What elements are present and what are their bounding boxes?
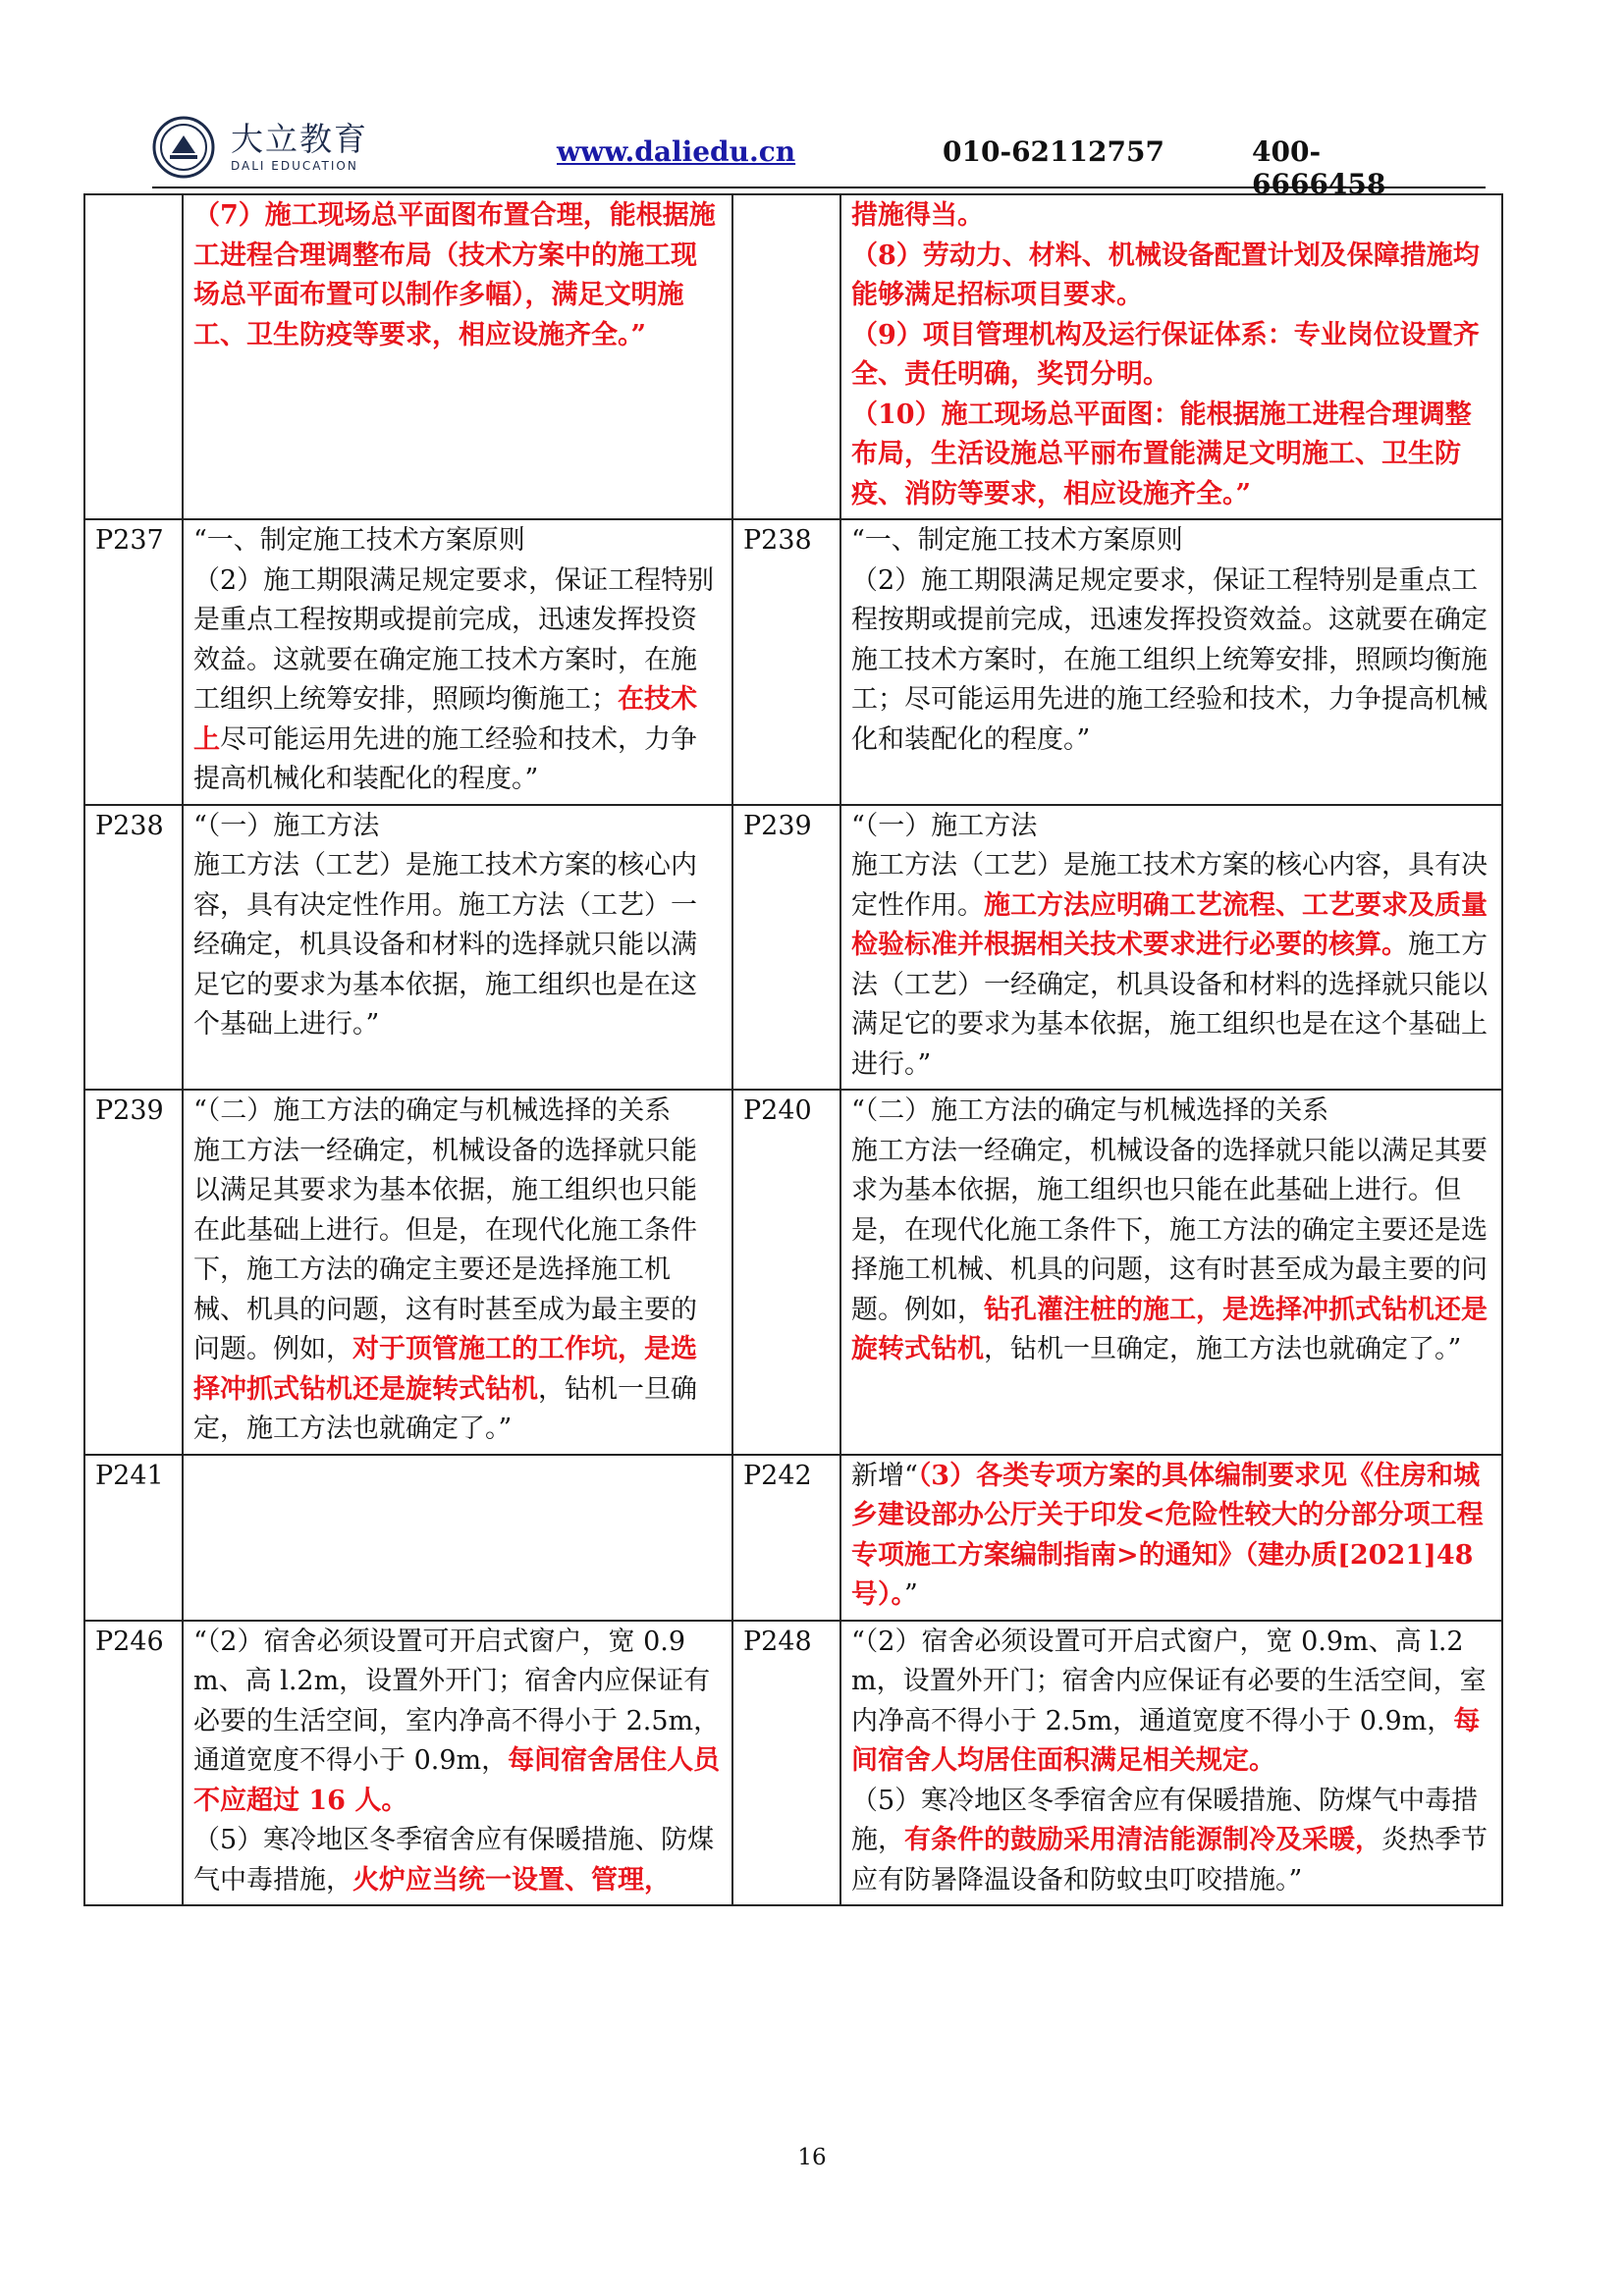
text-run: “一、制定施工技术方案原则 <box>851 525 1183 556</box>
paragraph <box>193 1623 722 1822</box>
highlighted-text: 钻孔灌注桩的施工，是选择冲抓式钻机还是旋转式钻机 <box>851 1294 1488 1364</box>
new-text-cell <box>840 1090 1502 1455</box>
old-text-cell <box>183 1090 732 1455</box>
highlighted-text: 施工方法应明确工艺流程、工艺要求及质量检验标准并根据相关技术要求进行必要的核算。 <box>851 889 1488 960</box>
text-run: “一、制定施工技术方案原则 <box>193 525 525 556</box>
paragraph <box>851 561 1491 761</box>
highlighted-text: （10）施工现场总平面图：能根据施工进程合理调整布局，生活设施总平丽布置能满足文明施工、卫生防疫、消防等要求，相应设施齐全。” <box>851 399 1472 509</box>
table-row <box>84 519 1502 805</box>
text-run: 炎热季节应有防暑降温设备和防蚊虫叮咬措施。” <box>851 1825 1488 1896</box>
highlighted-text: 有条件的鼓励采用清洁能源制冷及采暖， <box>904 1825 1381 1855</box>
old-text-cell <box>183 805 732 1091</box>
phone-number-2: 400-6666458 <box>1252 135 1386 200</box>
paragraph <box>851 1132 1491 1370</box>
paragraph <box>851 846 1491 1085</box>
table-row <box>84 1621 1502 1906</box>
old-page-number: P238 <box>84 805 183 1091</box>
new-page-number: P239 <box>732 805 840 1091</box>
highlighted-text: 对于顶管施工的工作坑，是选择冲抓式钻机还是旋转式钻机 <box>193 1334 697 1405</box>
website-link[interactable]: www.daliedu.cn <box>557 135 796 168</box>
old-page-number: P237 <box>84 519 183 805</box>
text-run: （2）施工期限满足规定要求，保证工程特别是重点工程按期或提前完成，迅速发挥投资效益。这就要在确定施工技术方案时，在施工组织上统筹安排，照顾均衡施工； <box>193 564 715 715</box>
highlighted-text: （7）施工现场总平面图布置合理，能根据施工进程合理调整布局（技术方案中的施工现场总平面布置可以制作多幅），满足文明施工、卫生防疫等要求，相应设施齐全。” <box>193 200 716 350</box>
page-header <box>152 116 1429 200</box>
paragraph <box>193 807 722 847</box>
phone-number-1: 010-62112757 <box>943 135 1164 168</box>
paragraph <box>193 561 722 800</box>
old-text-cell <box>183 1455 732 1621</box>
text-run: “（2）宿舍必须设置可开启式窗户，宽 0.9m、高 l.2m，设置外开门；宿舍内应保证有必要的生活空间，室内净高不得小于 2.5m，通道宽度不得小于 0.9m， <box>851 1626 1487 1736</box>
text-run: ，钻机一旦确定，施工方法也就确定了。” <box>193 1373 697 1444</box>
paragraph <box>193 521 722 561</box>
text-run: “（一）施工方法 <box>193 810 380 841</box>
highlighted-text: 措施得当。 <box>851 200 984 231</box>
text-run: “（2）宿舍必须设置可开启式窗户，宽 0.9m、高 l.2m，设置外开门；宿舍内应保证有必要的生活空间，室内净高不得小于 2.5m，通道宽度不得小于 0.9m， <box>193 1626 721 1776</box>
paragraph <box>851 396 1491 515</box>
text-run: 施工方法一经确定，机械设备的选择就只能以满足其要求为基本依据，施工组织也只能在此基础上进行。但是，在现代化施工条件下，施工方法的确定主要还是选择施工机械、机具的问题，这有时甚至成为最主要的问题。例如， <box>193 1135 697 1364</box>
brand-name-english: DALI EDUCATION <box>231 159 358 173</box>
paragraph <box>851 807 1491 847</box>
text-run: 施工方法（工艺）一经确定，机具设备和材料的选择就只能以满足它的要求为基本依据，施工组织也是在这个基础上进行。” <box>851 930 1488 1080</box>
old-text-cell <box>183 519 732 805</box>
brand <box>231 122 368 173</box>
highlighted-text: （9）项目管理机构及运行保证体系：专业岗位设置齐全、责任明确，奖罚分明。 <box>851 319 1480 390</box>
text-run: 新增“ <box>851 1460 918 1491</box>
paragraph <box>851 196 1491 237</box>
brand-name: 大立教育 <box>231 120 368 158</box>
highlighted-text: （3）各类专项方案的具体编制要求见《住房和城乡建设部办公厅关于印发<危险性较大的分部分项工程专项施工方案编制指南>的通知》（建办质[2021]48 号）。 <box>851 1460 1484 1610</box>
highlighted-text: 每间宿舍居住人员不应超过 16 人。 <box>193 1745 721 1816</box>
paragraph <box>851 237 1491 316</box>
new-page-number: P238 <box>732 519 840 805</box>
table-row <box>84 805 1502 1091</box>
paragraph <box>193 1821 722 1900</box>
old-page-number <box>84 194 183 519</box>
paragraph <box>851 521 1491 561</box>
text-run: 尽可能运用先进的施工经验和技术，力争提高机械化和装配化的程度。” <box>193 723 697 794</box>
highlighted-text: 每间宿舍人均居住面积满足相关规定。 <box>851 1705 1481 1776</box>
header-divider <box>152 187 1486 188</box>
text-run: 施工方法（工艺）是施工技术方案的核心内容，具有决定性作用。施工方法（工艺）一经确定，机具设备和材料的选择就只能以满足它的要求为基本依据，施工组织也是在这个基础上进行。” <box>193 850 697 1040</box>
new-text-cell <box>840 519 1502 805</box>
comparison-table <box>83 193 1503 1906</box>
new-page-number: P240 <box>732 1090 840 1455</box>
text-run: （5）寒冷地区冬季宿舍应有保暖措施、防煤气中毒措施， <box>193 1825 715 1896</box>
text-run: ，钻机一旦确定，施工方法也就确定了。” <box>984 1334 1462 1364</box>
new-text-cell <box>840 1621 1502 1906</box>
text-run: “（二）施工方法的确定与机械选择的关系 <box>193 1095 672 1126</box>
paragraph <box>193 846 722 1045</box>
highlighted-text: 火炉应当统一设置、管理， <box>352 1864 671 1896</box>
paragraph <box>851 1623 1491 1782</box>
highlighted-text: （8）劳动力、材料、机械设备配置计划及保障措施均能够满足招标项目要求。 <box>851 240 1480 310</box>
new-page-number <box>732 194 840 519</box>
paragraph <box>193 196 722 355</box>
paragraph <box>193 1132 722 1450</box>
text-run: “（一）施工方法 <box>851 810 1038 841</box>
page-number: 16 <box>797 2145 827 2170</box>
old-text-cell <box>183 194 732 519</box>
table-row <box>84 194 1502 519</box>
old-page-number: P246 <box>84 1621 183 1906</box>
paragraph <box>193 1092 722 1132</box>
text-run: 施工方法一经确定，机械设备的选择就只能以满足其要求为基本依据，施工组织也只能在此基础上进行。但是，在现代化施工条件下，施工方法的确定主要还是选择施工机械、机具的问题，这有时甚至成为最主要的问题。例如， <box>851 1135 1488 1325</box>
text-run: （5）寒冷地区冬季宿舍应有保暖措施、防煤气中毒措施， <box>851 1785 1479 1855</box>
table-row <box>84 1455 1502 1621</box>
table-row <box>84 1090 1502 1455</box>
new-text-cell <box>840 1455 1502 1621</box>
new-page-number: P248 <box>732 1621 840 1906</box>
new-text-cell <box>840 194 1502 519</box>
old-text-cell <box>183 1621 732 1906</box>
text-run: （2）施工期限满足规定要求，保证工程特别是重点工程按期或提前完成，迅速发挥投资效益。这就要在确定施工技术方案时，在施工组织上统筹安排，照顾均衡施工；尽可能运用先进的施工经验和技术，力争提高机械化和装配化的程度。” <box>851 564 1488 755</box>
text-run: “（二）施工方法的确定与机械选择的关系 <box>851 1095 1329 1126</box>
new-page-number: P242 <box>732 1455 840 1621</box>
old-page-number: P241 <box>84 1455 183 1621</box>
text-run: 施工方法（工艺）是施工技术方案的核心内容，具有决定性作用。 <box>851 850 1488 921</box>
paragraph <box>851 1457 1491 1616</box>
dali-education-logo-icon <box>152 116 215 179</box>
paragraph <box>851 1782 1491 1901</box>
paragraph <box>851 1092 1491 1132</box>
highlighted-text: 在技术上 <box>193 684 697 755</box>
text-run: ” <box>904 1579 918 1610</box>
old-page-number: P239 <box>84 1090 183 1455</box>
paragraph <box>851 316 1491 396</box>
new-text-cell <box>840 805 1502 1091</box>
